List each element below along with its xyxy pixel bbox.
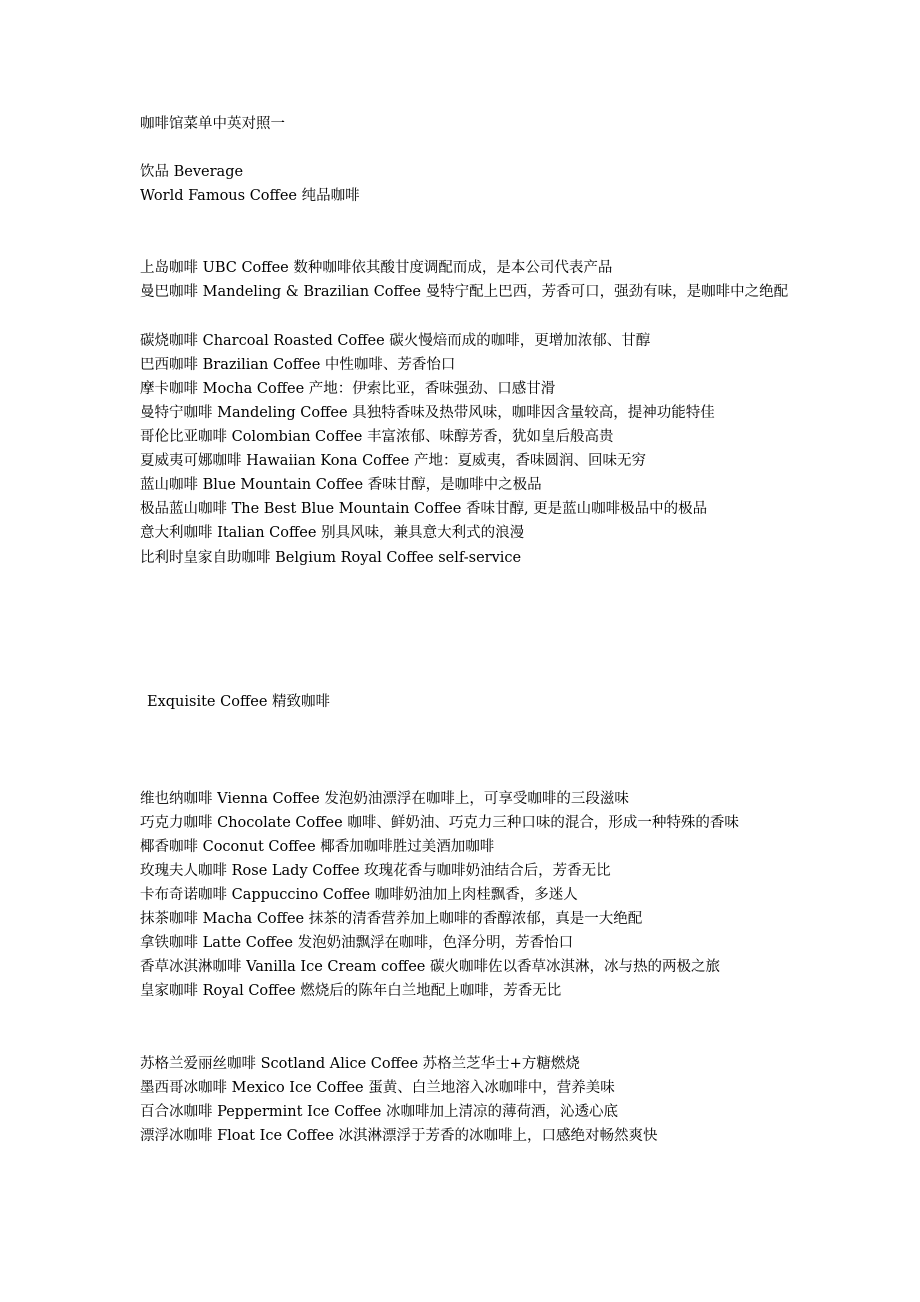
menu-item: 墨西哥冰咖啡 Mexico Ice Coffee 蛋黄、白兰地溶入冰咖啡中，营养美味 — [140, 1080, 615, 1096]
menu-item: 漂浮冰咖啡 Float Ice Coffee 冰淇淋漂浮于芳香的冰咖啡上，口感绝对畅然爽快 — [140, 1128, 658, 1144]
menu-item: 上岛咖啡 UBC Coffee 数种咖啡依其酸甘度调配而成，是本公司代表产品 — [140, 260, 613, 276]
menu-item: 巴西咖啡 Brazilian Coffee 中性咖啡、芳香怡口 — [140, 357, 456, 373]
menu-item: 曼巴咖啡 Mandeling & Brazilian Coffee 曼特宁配上巴西，芳香可口，强劲有味，是咖啡中之绝配 — [140, 284, 789, 300]
menu-item: 摩卡咖啡 Mocha Coffee 产地：伊索比亚，香味强劲、口感甘滑 — [140, 381, 556, 397]
menu-item: 蓝山咖啡 Blue Mountain Coffee 香味甘醇，是咖啡中之极品 — [140, 477, 542, 493]
menu-item: 曼特宁咖啡 Mandeling Coffee 具独特香味及热带风味，咖啡因含量较高，提神功能特佳 — [140, 405, 715, 421]
exquisite-coffee-heading: Exquisite Coffee 精致咖啡 — [147, 694, 331, 710]
menu-item: 比利时皇家自助咖啡 Belgium Royal Coffee self-service — [140, 550, 522, 566]
menu-item: 极品蓝山咖啡 The Best Blue Mountain Coffee 香味甘醇, 更是蓝山咖啡极品中的极品 — [140, 501, 708, 517]
menu-item: 苏格兰爱丽丝咖啡 Scotland Alice Coffee 苏格兰芝华士+方糖燃烧 — [140, 1056, 580, 1072]
menu-item: 拿铁咖啡 Latte Coffee 发泡奶油飘浮在咖啡，色泽分明，芳香怡口 — [140, 935, 574, 951]
menu-item: 卡布奇诺咖啡 Cappuccino Coffee 咖啡奶油加上肉桂飘香，多迷人 — [140, 887, 578, 903]
menu-item: 香草冰淇淋咖啡 Vanilla Ice Cream coffee 碳火咖啡佐以香草冰淇淋，冰与热的两极之旅 — [140, 959, 720, 975]
document-title: 咖啡馆菜单中英对照一 — [140, 116, 285, 132]
world-famous-coffee-heading: World Famous Coffee 纯品咖啡 — [140, 188, 360, 204]
menu-item: 巧克力咖啡 Chocolate Coffee 咖啡、鲜奶油、巧克力三种口味的混合，形成一种特殊的香味 — [140, 815, 739, 831]
menu-item: 玫瑰夫人咖啡 Rose Lady Coffee 玫瑰花香与咖啡奶油结合后，芳香无比 — [140, 863, 611, 879]
menu-item: 抹茶咖啡 Macha Coffee 抹茶的清香营养加上咖啡的香醇浓郁，真是一大绝配 — [140, 911, 643, 927]
menu-item: 维也纳咖啡 Vienna Coffee 发泡奶油漂浮在咖啡上，可享受咖啡的三段滋味 — [140, 791, 629, 807]
menu-item: 椰香咖啡 Coconut Coffee 椰香加咖啡胜过美酒加咖啡 — [140, 839, 495, 855]
menu-item: 皇家咖啡 Royal Coffee 燃烧后的陈年白兰地配上咖啡，芳香无比 — [140, 983, 562, 999]
beverage-heading: 饮品 Beverage — [140, 164, 244, 180]
menu-item: 意大利咖啡 Italian Coffee 别具风味，兼具意大利式的浪漫 — [140, 525, 525, 541]
menu-item: 哥伦比亚咖啡 Colombian Coffee 丰富浓郁、味醇芳香，犹如皇后般高贵 — [140, 429, 614, 445]
menu-item: 碳烧咖啡 Charcoal Roasted Coffee 碳火慢焙而成的咖啡，更增加浓郁、甘醇 — [140, 333, 651, 349]
menu-item: 夏威夷可娜咖啡 Hawaiian Kona Coffee 产地：夏威夷，香味圆润、回味无穷 — [140, 453, 646, 469]
menu-item: 百合冰咖啡 Peppermint Ice Coffee 冰咖啡加上清凉的薄荷酒，沁透心底 — [140, 1104, 618, 1120]
